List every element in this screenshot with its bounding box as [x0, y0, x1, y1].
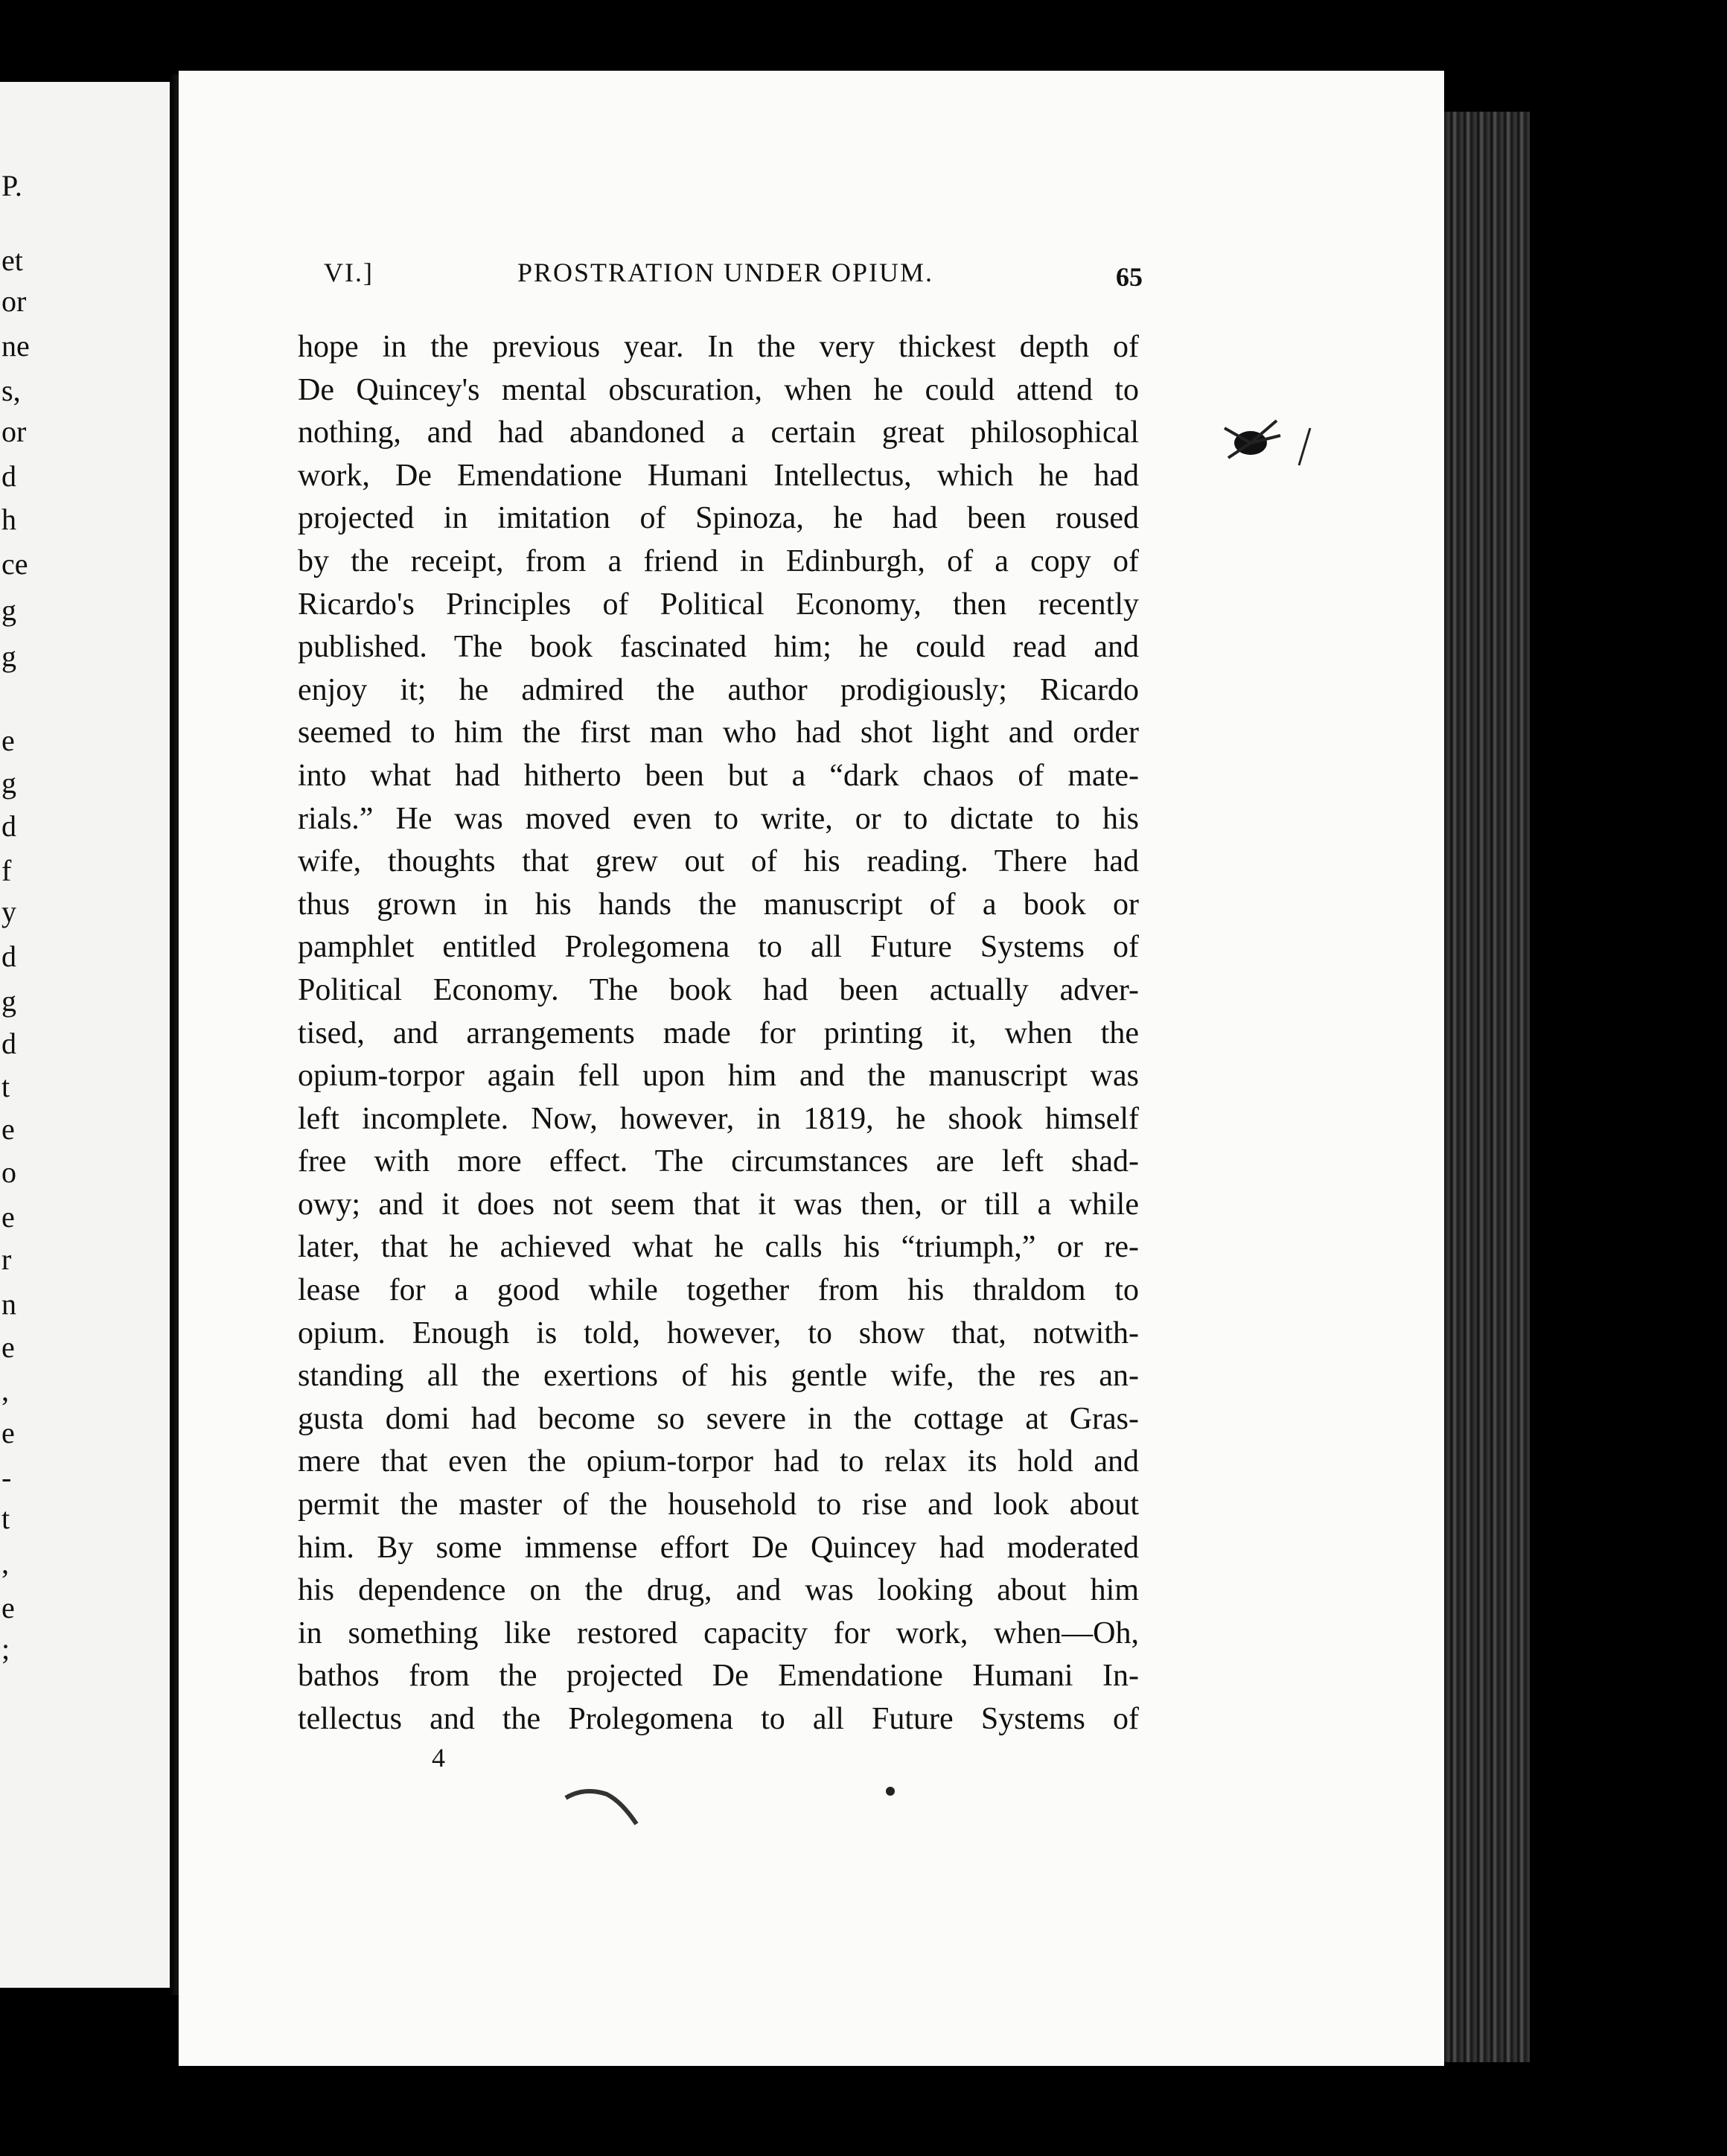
left-edge-fragment: g — [1, 640, 16, 673]
running-header — [324, 257, 1143, 302]
text-line: his dependence on the drug, and was looking about him — [298, 1573, 1139, 1608]
left-edge-fragment: g — [1, 593, 16, 627]
text-line: De Quincey's mental obscuration, when he could attend to — [298, 372, 1139, 407]
left-edge-fragment: h — [1, 503, 16, 536]
left-edge-fragment: ; — [1, 1632, 10, 1665]
left-edge-fragment: t — [1, 1502, 10, 1535]
text-line: by the receipt, from a friend in Edinburgh, of a copy of — [298, 543, 1139, 578]
text-line: Political Economy. The book had been actually adver- — [298, 972, 1139, 1007]
text-line: left incomplete. Now, however, in 1819, he shook himself — [298, 1101, 1139, 1136]
text-line: projected in imitation of Spinoza, he had been roused — [298, 501, 1139, 536]
text-line: opium-torpor again fell upon him and the manuscript was — [298, 1059, 1139, 1094]
text-line: into what had hitherto been but a “dark chaos of mate- — [298, 758, 1139, 793]
left-edge-fragment: ce — [1, 547, 28, 581]
left-edge-fragment: d — [1, 459, 16, 493]
left-edge-fragment: n — [1, 1287, 16, 1321]
text-line: standing all the exertions of his gentle wife, the res an- — [298, 1359, 1139, 1394]
text-line: lease for a good while together from his thraldom to — [298, 1273, 1139, 1308]
text-line: enjoy it; he admired the author prodigiously; Ricardo — [298, 672, 1139, 707]
running-title: PROSTRATION UNDER OPIUM. — [517, 258, 934, 287]
text-line: permit the master of the household to rise and look about — [298, 1487, 1139, 1522]
left-edge-fragment: ne — [1, 329, 30, 363]
left-edge-fragment: r — [1, 1243, 12, 1276]
page-speck — [886, 1787, 895, 1796]
signature-mark: 4 — [432, 1743, 445, 1773]
left-page-edge — [0, 82, 170, 1988]
text-line: wife, thoughts that grew out of his reading. There had — [298, 844, 1139, 879]
text-line: rials.” He was moved even to write, or to dictate to his — [298, 801, 1139, 836]
left-edge-fragment: e — [1, 1591, 15, 1624]
left-edge-fragment: f — [1, 854, 12, 887]
text-line: free with more effect. The circumstances are left shad- — [298, 1144, 1139, 1179]
left-edge-fragment: g — [1, 984, 16, 1018]
text-line: him. By some immense effort De Quincey had moderated — [298, 1530, 1139, 1565]
left-edge-fragment: P. — [1, 169, 22, 202]
text-line: in something like restored capacity for work, when—Oh, — [298, 1616, 1139, 1651]
text-line: mere that even the opium-torpor had to relax its hold and — [298, 1444, 1139, 1479]
left-edge-fragment: e — [1, 1330, 15, 1364]
left-edge-fragment: et — [1, 243, 23, 277]
text-line: Ricardo's Principles of Political Economy, then recently — [298, 587, 1139, 622]
body-text — [298, 326, 1139, 1741]
left-edge-fragment: - — [1, 1461, 12, 1494]
left-edge-fragment: o — [1, 1155, 16, 1189]
left-edge-fragment: e — [1, 1200, 15, 1234]
left-edge-fragment: or — [1, 415, 27, 448]
page-smudge — [562, 1783, 644, 1828]
text-line: pamphlet entitled Prolegomena to all Future Systems of — [298, 930, 1139, 965]
left-edge-fragment: y — [1, 895, 16, 928]
ink-stain — [1221, 413, 1325, 473]
text-line: thus grown in his hands the manuscript of a book or — [298, 887, 1139, 922]
left-edge-fragment: , — [1, 1546, 9, 1580]
left-edge-fragment: t — [1, 1070, 10, 1103]
text-line: nothing, and had abandoned a certain great philosophical — [298, 415, 1139, 450]
left-edge-fragment: g — [1, 766, 16, 800]
text-line: owy; and it does not seem that it was then, or till a while — [298, 1187, 1139, 1222]
text-line: work, De Emendatione Humani Intellectus, which he had — [298, 458, 1139, 493]
text-line: hope in the previous year. In the very thickest depth of — [298, 330, 1139, 364]
left-edge-fragment: s, — [1, 374, 21, 407]
left-edge-fragment: or — [1, 284, 27, 318]
left-edge-fragment: d — [1, 940, 16, 973]
left-edge-fragment: d — [1, 809, 16, 843]
section-number: VI.] — [324, 258, 374, 287]
text-line: gusta domi had become so severe in the cottage at Gras- — [298, 1401, 1139, 1436]
left-edge-fragment: e — [1, 724, 15, 757]
text-line: seemed to him the first man who had shot light and order — [298, 715, 1139, 750]
text-line: later, that he achieved what he calls his “triumph,” or re- — [298, 1230, 1139, 1265]
text-line: opium. Enough is told, however, to show that, notwith- — [298, 1315, 1139, 1350]
left-edge-fragment: d — [1, 1027, 16, 1060]
text-line: bathos from the projected De Emendatione Humani In- — [298, 1659, 1139, 1694]
left-edge-fragment: , — [1, 1374, 9, 1407]
left-edge-fragment: e — [1, 1112, 15, 1146]
left-edge-fragment: e — [1, 1416, 15, 1449]
text-line: tellectus and the Prolegomena to all Future Systems of — [298, 1702, 1139, 1736]
text-line: published. The book fascinated him; he could read and — [298, 630, 1139, 665]
page-number: 65 — [1116, 262, 1143, 292]
text-line: tised, and arrangements made for printing it, when the — [298, 1015, 1139, 1050]
